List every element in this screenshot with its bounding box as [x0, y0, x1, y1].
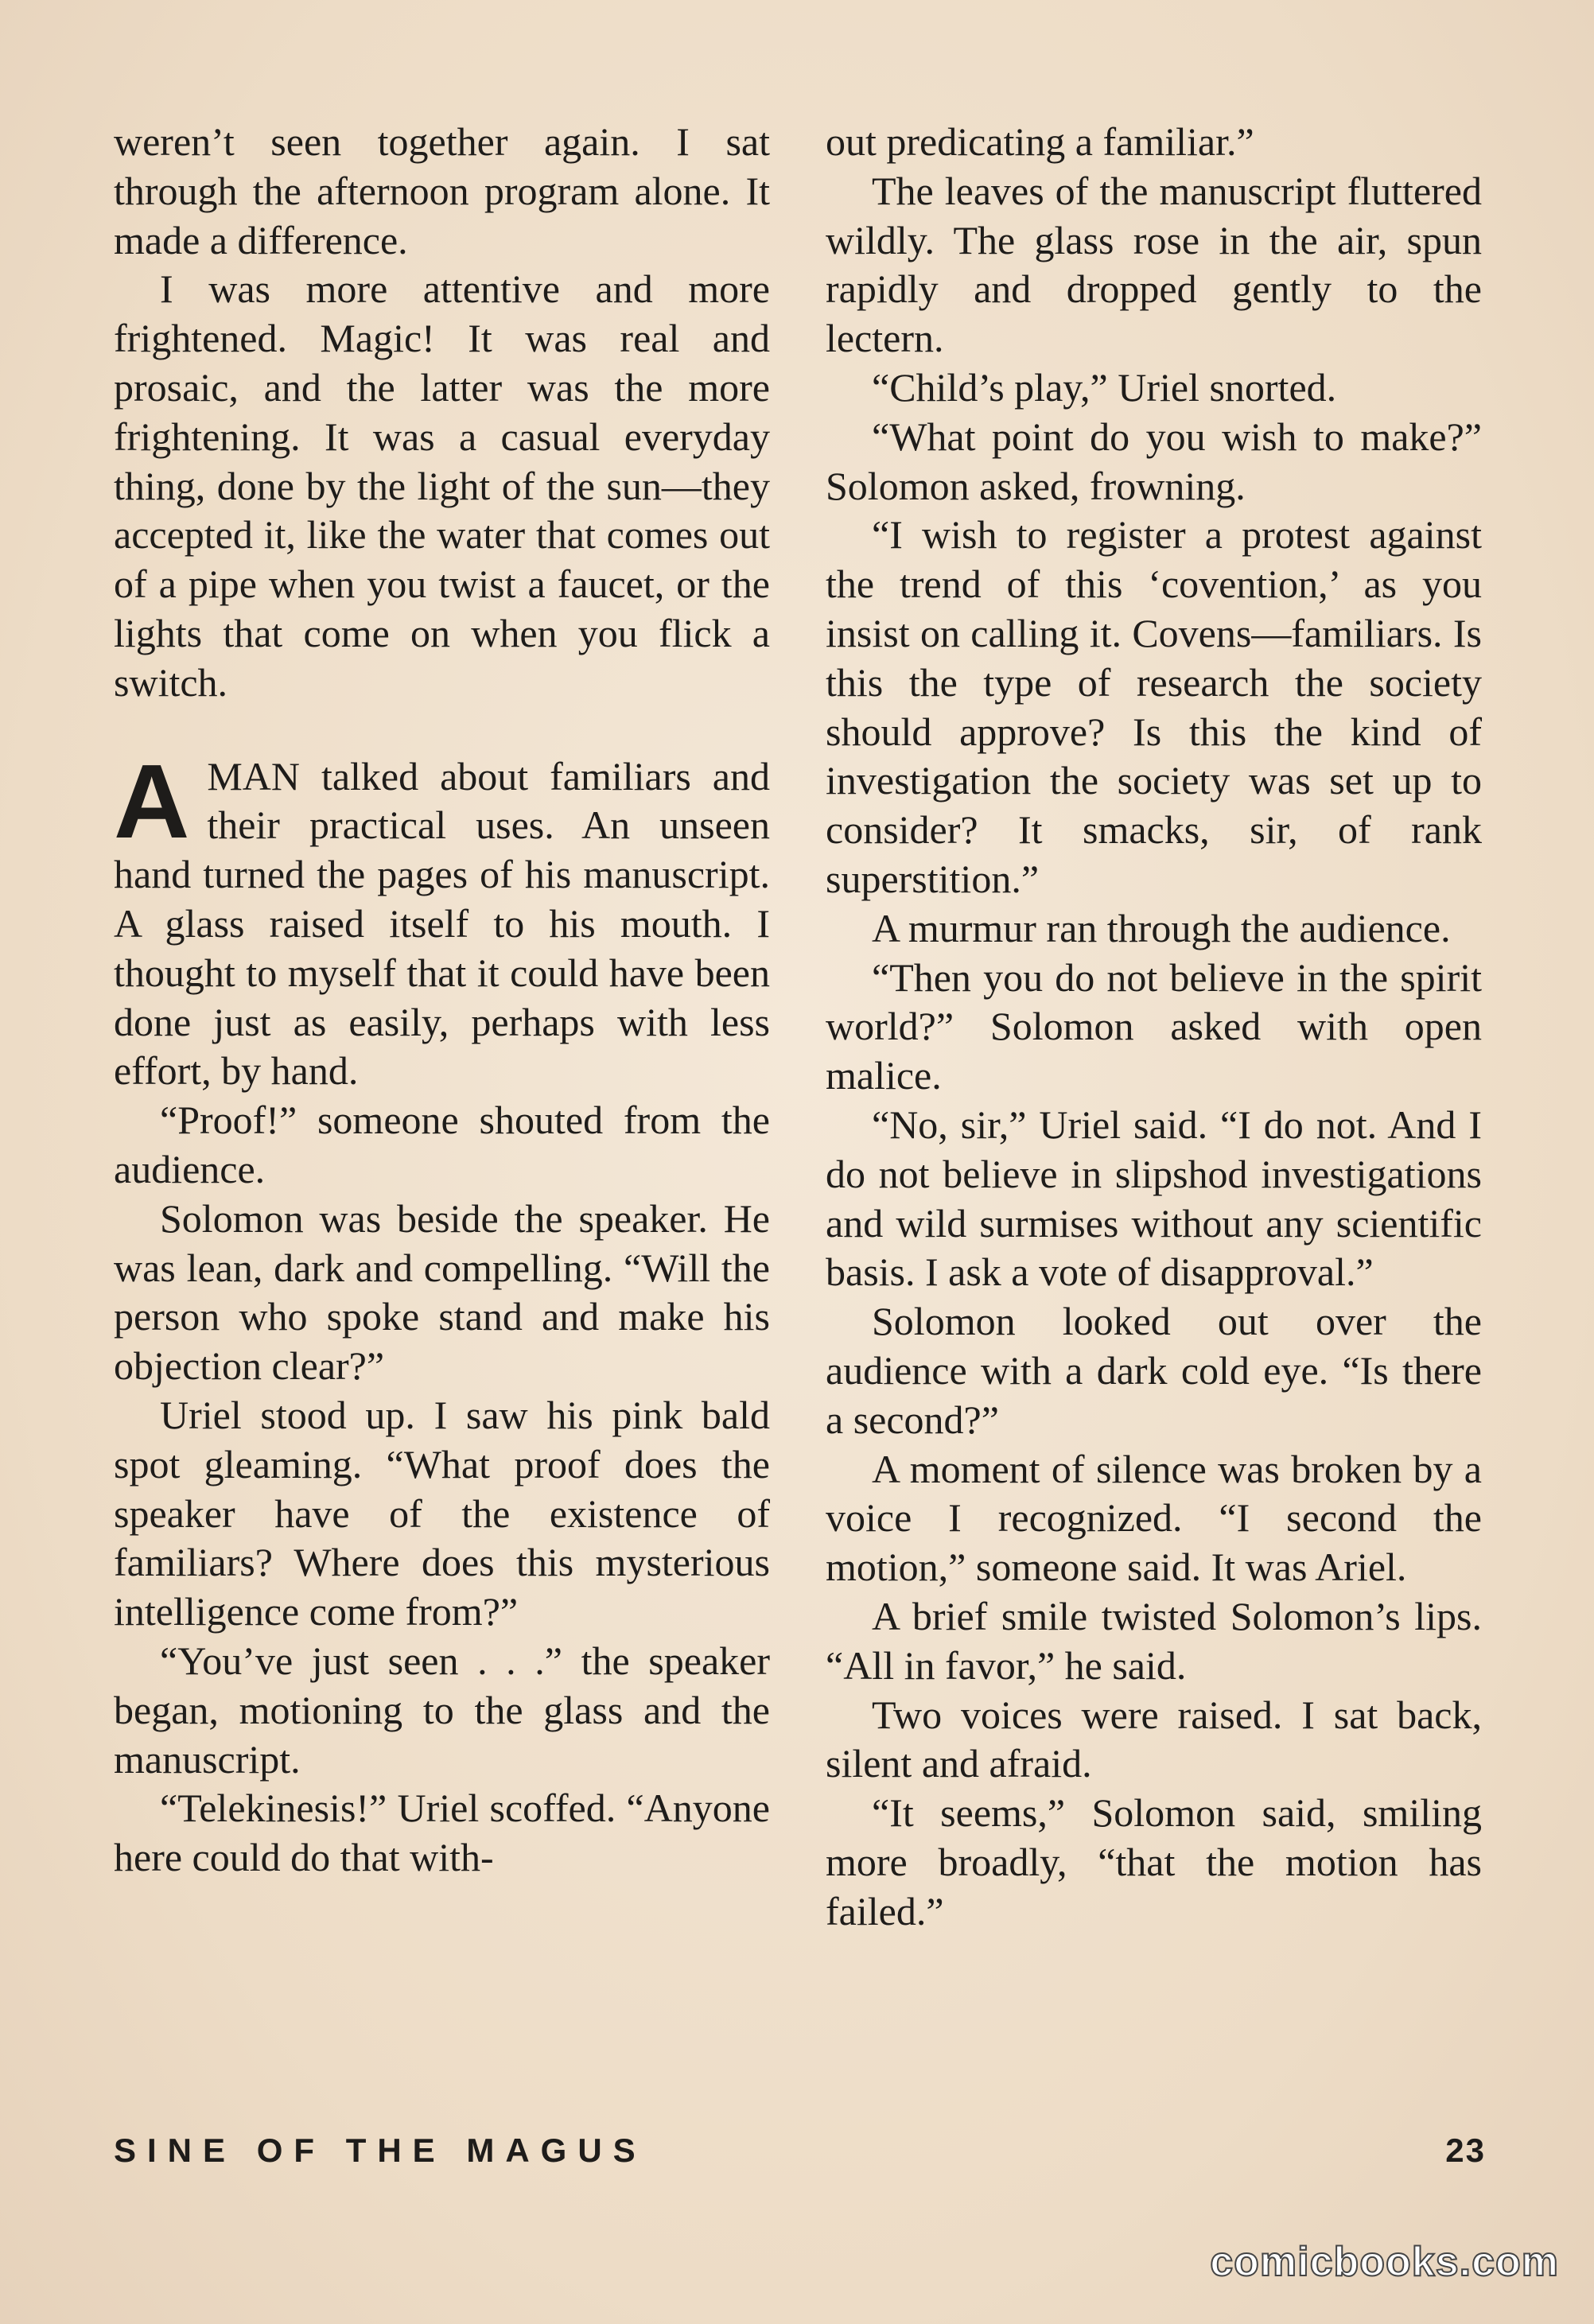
- paragraph: “It seems,” Solomon said, smiling more broadly, “that the motion has failed.”: [826, 1790, 1482, 1933]
- paragraph: “You’ve just seen . . .” the speaker began, motioning to the glass and the manuscript.: [114, 1638, 770, 1782]
- running-title: SINE OF THE MAGUS: [114, 2132, 647, 2169]
- paragraph: I was more attentive and more frightened. Magic! It was real and prosaic, and the latter was the more frightening. It was a casual everyday thing, done by the light of the sun—they accepted it, like the water that comes out of a pipe when you twist a faucet, or the lights that come on when you flick a switch.: [114, 266, 770, 705]
- page-number: 23: [1445, 2132, 1486, 2169]
- paragraph: “Proof!” someone shouted from the audience.: [114, 1098, 770, 1191]
- section-opening-paragraph: [114, 742, 770, 1097]
- paragraph: “Then you do not believe in the spirit world?” Solomon asked with open malice.: [826, 954, 1482, 1098]
- paragraph: “No, sir,” Uriel said. “I do not. And I do not believe in slipshod investigations and wild surmises without any scientific basis. I ask a vote of disapproval.”: [826, 1102, 1482, 1295]
- paragraph: out predicating a familiar.”: [826, 119, 1254, 164]
- paragraph: A brief smile twisted Solomon’s lips. “All in favor,” he said.: [826, 1593, 1482, 1688]
- paragraph: A murmur ran through the audience.: [872, 905, 1451, 950]
- watermark: comicbooks.com: [1210, 2239, 1559, 2285]
- drop-cap: A: [114, 742, 190, 860]
- paragraph: The leaves of the manuscript fluttered wildly. The glass rose in the air, spun rapidly and dropped gently to the lectern.: [826, 168, 1482, 361]
- paragraph: “Child’s play,” Uriel snorted.: [872, 364, 1337, 410]
- right-column: [826, 118, 1482, 1936]
- paragraph: A moment of silence was broken by a voice I recognized. “I second the motion,” someone said. It was Ariel.: [826, 1446, 1482, 1590]
- left-column: [114, 118, 770, 1883]
- paragraph: Solomon looked out over the audience with a dark cold eye. “Is there a second?”: [826, 1299, 1482, 1442]
- paragraph: “I wish to register a protest against the trend of this ‘covention,’ as you insist on calling it. Covens—familiars. Is this the type of research the society should approve? Is this the kind of investigation the society was set up to consider? It smacks, sir, of rank superstition.”: [826, 512, 1482, 901]
- paragraph-text: MAN talked about familiars and their practical uses. An unseen hand turned the pages of his manuscript. A glass raised itself to his mouth. I thought to myself that it could have been done just as easily, perhaps with less effort, by hand.: [114, 753, 770, 1094]
- paragraph: weren’t seen together again. I sat through the afternoon program alone. It made a difference.: [114, 119, 770, 262]
- paragraph: Solomon was beside the speaker. He was lean, dark and compelling. “Will the person who spoke stand and make his objection clear?”: [114, 1195, 770, 1389]
- paragraph: “Telekinesis!” Uriel scoffed. “Anyone here could do that with-: [114, 1786, 770, 1880]
- paragraph: Two voices were raised. I sat back, silent and afraid.: [826, 1692, 1482, 1786]
- paragraph: “What point do you wish to make?” Solomon asked, frowning.: [826, 414, 1482, 508]
- paragraph: Uriel stood up. I saw his pink bald spot gleaming. “What proof does the speaker have of the existence of familiars? Where does this mysterious intelligence come from?”: [114, 1392, 770, 1634]
